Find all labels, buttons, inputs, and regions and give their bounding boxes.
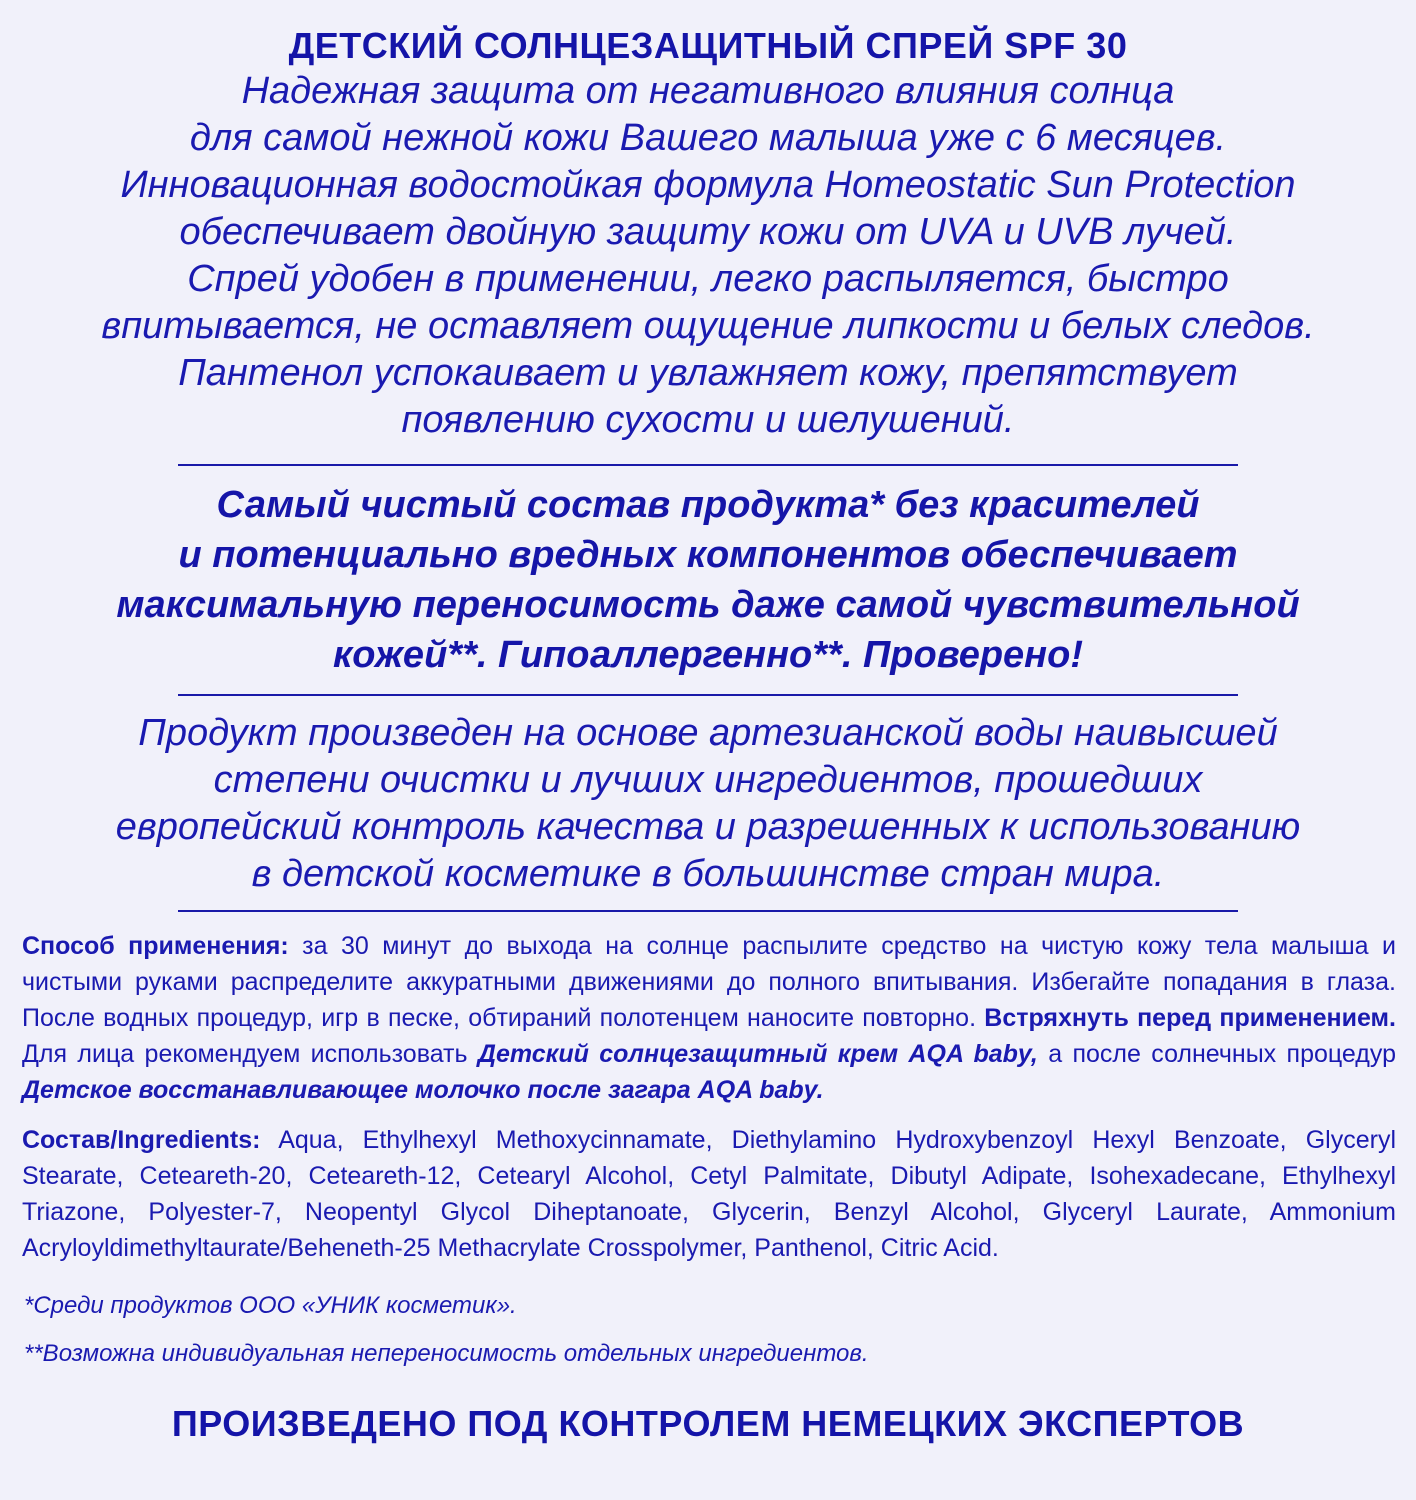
intro-line: появлению сухости и шелушений. [401, 399, 1015, 441]
ingredients-list [0, 1122, 1416, 1266]
origin-line: степени очистки и лучших ингредиентов, прошедших [213, 759, 1203, 801]
divider [178, 464, 1238, 466]
footnote: *Среди продуктов ООО «УНИК косметик». [24, 1292, 517, 1319]
usage-text: а после солнечных процедур [1037, 1040, 1396, 1068]
claim-line: максимальную переносимость даже самой чувствительной [116, 584, 1300, 626]
origin-paragraph [0, 710, 1416, 898]
claim-line: и потенциально вредных компонентов обеспечивает [178, 534, 1238, 576]
origin-line: Продукт произведен на основе артезианской воды наивысшей [138, 712, 1278, 754]
origin-line: в детской косметике в большинстве стран мира. [251, 853, 1165, 895]
ingredients-text: Aqua, Ethylhexyl Methoxycinnamate, Diethylamino Hydroxybenzoyl Hexyl Benzoate, Glyceryl Stearate, Ceteareth-20, Ceteareth-12, Cetearyl Alcohol, Cetyl Palmitate, Dibutyl Adipate, Isohexadecane, Ethylhexyl Triazone, Polyester-7, Neopentyl Glycol Diheptanoate, Glycerin, Benzyl Alcohol, Glyceryl Laurate, Ammonium Acryloyldimethyltaurate/Beheneth-25 Methacrylate Crosspolymer, Panthenol, Citric Acid. [22, 1126, 1396, 1262]
divider [178, 694, 1238, 696]
related-product: Детский солнцезащитный крем AQA baby, [477, 1040, 1038, 1068]
divider [178, 910, 1238, 912]
origin-line: европейский контроль качества и разрешенных к использованию [115, 806, 1301, 848]
usage-instructions [0, 928, 1416, 1108]
product-title: ДЕТСКИЙ СОЛНЦЕЗАЩИТНЫЙ СПРЕЙ SPF 30 [288, 25, 1128, 66]
related-product: Детское восстанавливающее молочко после загара AQA baby. [22, 1076, 824, 1104]
usage-label: Способ применения: [22, 932, 289, 960]
purity-claim [0, 480, 1416, 680]
ingredients-label: Состав/Ingredients: [22, 1126, 261, 1154]
intro-paragraph [0, 68, 1416, 444]
usage-text: Для лица рекомендуем использовать [22, 1040, 478, 1068]
intro-line: Надежная защита от негативного влияния солнца [241, 70, 1175, 112]
claim-line: кожей**. Гипоаллергенно**. Проверено! [332, 634, 1084, 676]
intro-line: для самой нежной кожи Вашего малыша уже с 6 месяцев. [189, 117, 1227, 159]
intro-line: Пантенол успокаивает и увлажняет кожу, препятствует [178, 352, 1238, 394]
intro-line: Инновационная водостойкая формула Homeostatic Sun Protection [120, 164, 1296, 206]
usage-text: за 30 минут до выхода на солнце распылите средство на чистую кожу тела малыша и чистыми руками распределите аккуратными движениями до полного впитывания. Избегайте попадания в глаза. После водных процедур, игр в песке, обтираний полотенцем наносите повторно. [22, 932, 1396, 1032]
footnote: **Возможна индивидуальная непереносимость отдельных ингредиентов. [24, 1340, 869, 1367]
claim-line: Самый чистый состав продукта* без красителей [216, 484, 1200, 526]
intro-line: впитывается, не оставляет ощущение липкости и белых следов. [101, 305, 1315, 347]
intro-line: Спрей удобен в применении, легко распыляется, быстро [187, 258, 1229, 300]
intro-line: обеспечивает двойную защиту кожи от UVA и UVB лучей. [179, 211, 1237, 253]
shake-warning: Встряхнуть перед применением. [984, 1004, 1396, 1032]
bottom-title: ПРОИЗВЕДЕНО ПОД КОНТРОЛЕМ НЕМЕЦКИХ ЭКСПЕРТОВ [171, 1403, 1245, 1444]
